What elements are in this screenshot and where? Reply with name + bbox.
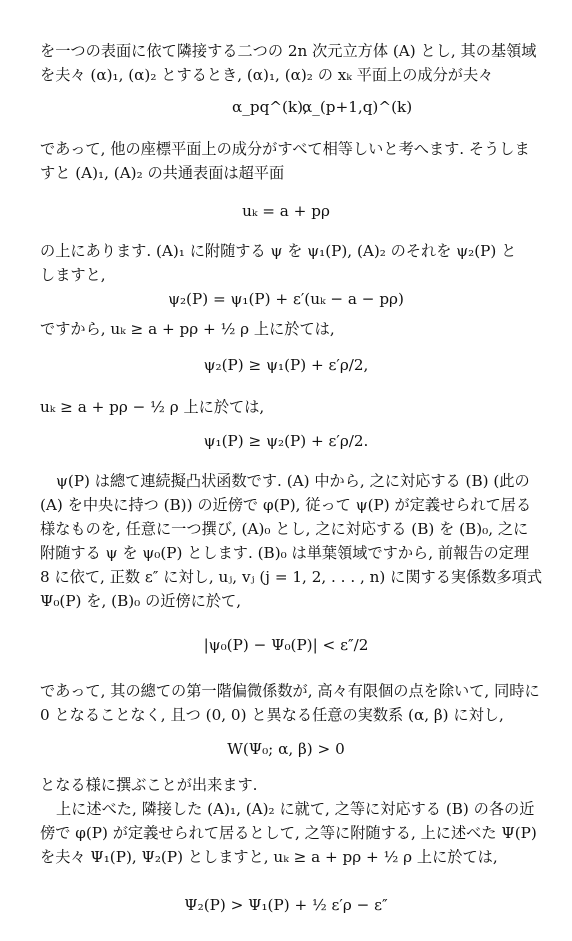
equation-alpha-p1q: α_(p+1,q)^(k): [302, 98, 413, 116]
text-line: (A) を中央に持つ (B)) の近傍で φ(P), 従って ψ(P) が定義せられて居る: [40, 496, 532, 514]
text-line: を夫々 Ψ₁(P), Ψ₂(P) としますと, uₖ ≥ a + pρ + ½ ρ 上に於ては,: [40, 848, 498, 866]
text-line: ψ(P) は總て連続擬凸状函数です. (A) 中から, 之に対応する (B) (此の: [56, 472, 530, 490]
equation-alpha-pq: α_pq^(k),: [232, 98, 308, 116]
equation-inequality-2: ψ₁(P) ≥ ψ₂(P) + ε′ρ/2.: [203, 432, 369, 450]
text-line: となる様に撰ぶことが出来ます.: [40, 776, 258, 794]
text-line: 様なものを, 任意に一つ撰び, (A)₀ とし, 之に対応する (B) を (B)₀, 之に: [40, 520, 529, 538]
equation-W: W(Ψ₀; α, β) > 0: [227, 740, 345, 758]
text-line: であって, 其の總ての第一階偏微係数が, 高々有限個の点を除いて, 同時に: [40, 682, 540, 700]
equation-approximation: |ψ₀(P) − Ψ₀(P)| < ε″/2: [203, 636, 369, 654]
equation-Psi-inequality: Ψ₂(P) > Ψ₁(P) + ½ ε′ρ − ε″: [184, 896, 388, 914]
text-line: uₖ ≥ a + pρ − ½ ρ 上に於ては,: [40, 398, 265, 416]
text-line: Ψ₀(P) を, (B)₀ の近傍に於て,: [40, 592, 242, 610]
text-line: 傍で φ(P) が定義せられて居るとして, 之等に附随する, 上に述べた Ψ(P): [40, 824, 537, 842]
text-line: であって, 他の座標平面上の成分がすべて相等しいと考へます. そうしま: [40, 140, 530, 158]
text-line: 上に述べた, 隣接した (A)₁, (A)₂ に就て, 之等に対応する (B) の各の近: [56, 800, 535, 818]
text-line: しますと,: [40, 266, 106, 284]
text-line: を夫々 (α)₁, (α)₂ とするとき, (α)₁, (α)₂ の xₖ 平面上の成分が夫々: [40, 66, 494, 84]
equation-hyperplane: uₖ = a + pρ: [242, 202, 330, 220]
text-line: 0 となることなく, 且つ (0, 0) と異なる任意の実数系 (α, β) に対し,: [40, 706, 504, 724]
text-line: 8 に依て, 正数 ε″ に対し, uⱼ, vⱼ (j = 1, 2, . . . , n) に関する実係数多項式: [40, 568, 543, 586]
text-line: を一つの表面に依て隣接する二つの 2n 次元立方体 (A) とし, 其の基領域: [40, 42, 537, 60]
text-line: ですから, uₖ ≥ a + pρ + ½ ρ 上に於ては,: [40, 320, 335, 338]
text-line: の上にあります. (A)₁ に附随する ψ を ψ₁(P), (A)₂ のそれを ψ₂(P) と: [40, 242, 517, 260]
equation-inequality-1: ψ₂(P) ≥ ψ₁(P) + ε′ρ/2,: [203, 356, 369, 374]
equation-psi-relation: ψ₂(P) = ψ₁(P) + ε′(uₖ − a − pρ): [168, 290, 404, 308]
text-line: すと (A)₁, (A)₂ の共通表面は超平面: [40, 164, 285, 182]
text-line: 附随する ψ を ψ₀(P) とします. (B)₀ は単葉領域ですから, 前報告の定理: [40, 544, 530, 562]
